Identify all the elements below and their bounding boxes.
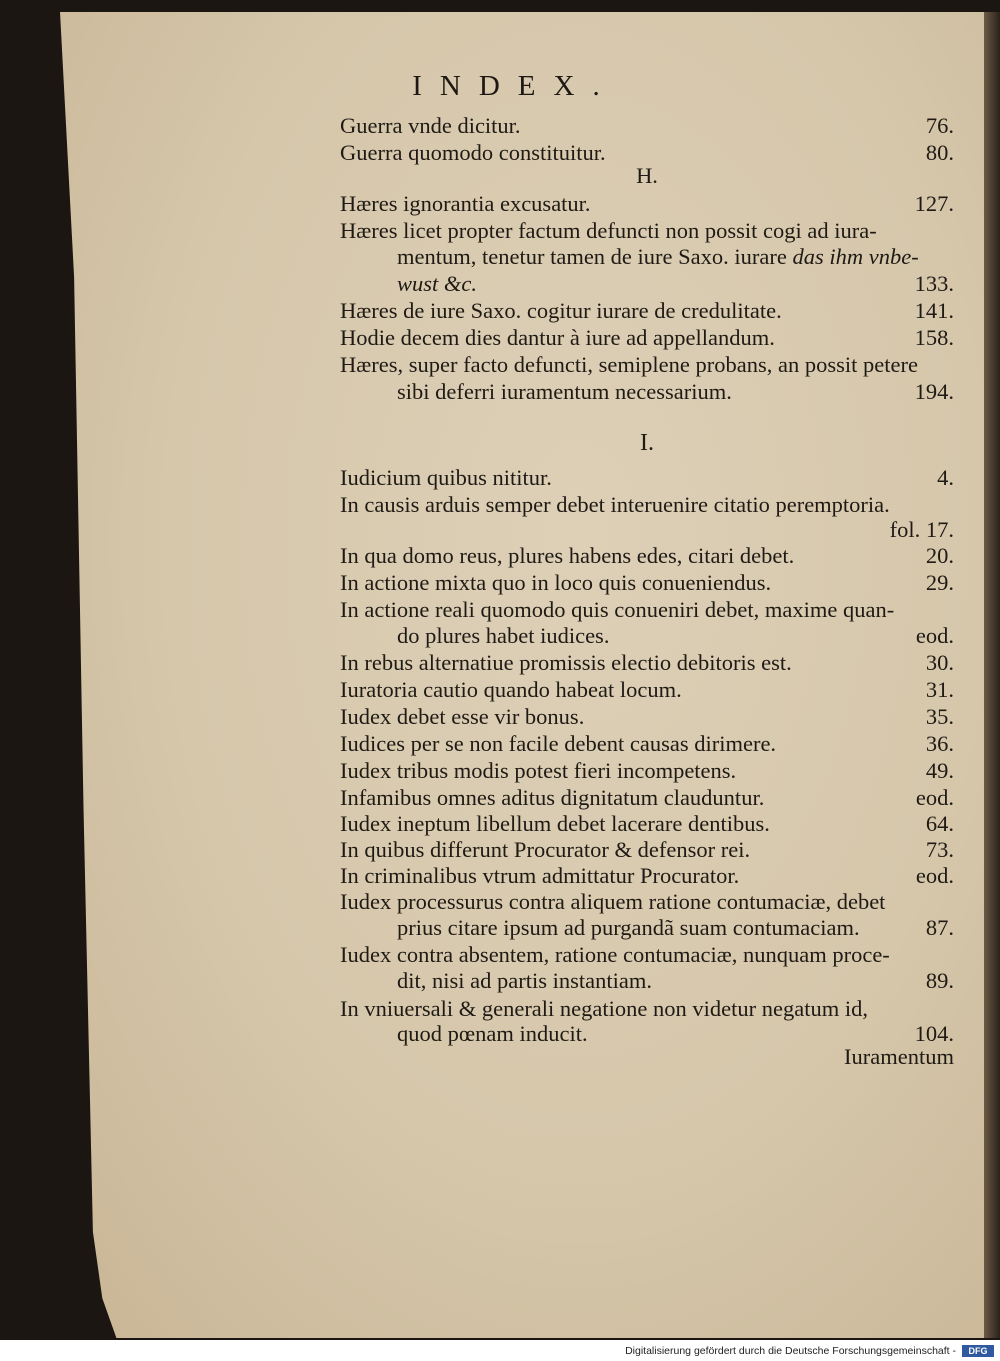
index-entry [340, 649, 954, 676]
index-entry [340, 676, 954, 703]
entry-text: In causis arduis semper debet interuenire citatio peremptoria. [340, 492, 890, 517]
index-entry [340, 297, 954, 324]
entry-text: prius citare ipsum ad purgandã suam contumaciam. [397, 915, 860, 940]
entry-text: Infamibus omnes aditus dignitatum clauduntur. [340, 785, 765, 810]
entry-page: 31. [925, 677, 954, 702]
index-entry [340, 836, 954, 863]
index-entry [340, 888, 954, 915]
index-entry [340, 862, 954, 889]
entry-page: 4. [937, 465, 954, 490]
entry-page: 194. [914, 379, 954, 404]
index-entry [340, 596, 954, 623]
index-entry [340, 995, 954, 1022]
index-entry [340, 784, 954, 811]
entry-text: Hæres ignorantia excusatur. [340, 191, 591, 216]
index-entry [340, 941, 954, 968]
section-letter: I. [640, 430, 654, 456]
entry-page: 141. [914, 298, 954, 323]
entry-text: In rebus alternatiue promissis electio debitoris est. [340, 650, 792, 675]
entry-page: 29. [925, 570, 954, 595]
entry-text: wust &c. [397, 271, 478, 296]
index-entry [340, 190, 954, 217]
entry-text: Iuratoria cautio quando habeat locum. [340, 677, 682, 702]
catchword: Iuramentum [844, 1044, 954, 1069]
entry-text: Hæres licet propter factum defuncti non possit cogi ad iura- [340, 218, 877, 243]
entry-text: In quibus differunt Procurator & defensor rei. [340, 837, 751, 862]
index-entry [340, 730, 954, 757]
entry-text: Hæres, super facto defuncti, semiplene probans, an possit petere [340, 352, 918, 377]
index-entry [340, 217, 954, 244]
entry-continuation [397, 622, 954, 649]
index-entry [340, 569, 954, 596]
entry-page: 76. [925, 113, 954, 138]
index-entry [340, 324, 954, 351]
entry-text: Iudex debet esse vir bonus. [340, 704, 585, 729]
entry-text: In actione reali quomodo quis conueniri debet, maxime quan- [340, 597, 895, 622]
entry-page: 20. [925, 543, 954, 568]
section-letter: H. [636, 163, 658, 188]
entry-continuation [397, 378, 954, 405]
entry-page: 64. [925, 811, 954, 836]
digitization-footer [0, 1341, 1000, 1361]
index-entry [340, 112, 954, 139]
entry-text: Hodie decem dies dantur à iure ad appellandum. [340, 325, 775, 350]
book-binding-edge [984, 12, 1000, 1338]
entry-continuation [397, 243, 954, 270]
entry-text: sibi deferri iuramentum necessarium. [397, 379, 732, 404]
entry-page: 87. [925, 915, 954, 940]
entry-page: 127. [914, 191, 954, 216]
entry-text: Iudicium quibus nititur. [340, 465, 552, 490]
entry-text: dit, nisi ad partis instantiam. [397, 968, 652, 993]
entry-continuation [397, 270, 954, 297]
entry-page: 49. [925, 758, 954, 783]
entry-text: do plures habet iudices. [397, 623, 610, 648]
entry-page: 89. [925, 968, 954, 993]
entry-text: In qua domo reus, plures habens edes, citari debet. [340, 543, 795, 568]
index-entry [340, 703, 954, 730]
index-entry [340, 542, 954, 569]
index-entry [340, 351, 954, 378]
entry-continuation [397, 914, 954, 941]
entry-text: quod pœnam inducit. [397, 1021, 588, 1046]
entry-page: eod. [915, 623, 954, 648]
entry-text: In criminalibus vtrum admittatur Procurator. [340, 863, 740, 888]
entry-page: eod. [915, 863, 954, 888]
entry-text: Iudex processurus contra aliquem ratione contumaciæ, debet [340, 889, 886, 914]
index-entry [340, 757, 954, 784]
german-phrase: das ihm vnbe- [792, 244, 919, 269]
entry-text: Hæres de iure Saxo. cogitur iurare de credulitate. [340, 298, 782, 323]
entry-text: mentum, tenetur tamen de iure Saxo. iurare [397, 244, 787, 269]
index-entry [340, 491, 954, 518]
entry-text: Guerra quomodo constituitur. [340, 140, 606, 165]
entry-text: Iudex tribus modis potest fieri incompetens. [340, 758, 737, 783]
entry-text: Iudex ineptum libellum debet lacerare dentibus. [340, 811, 770, 836]
entry-page: 133. [914, 271, 954, 296]
page-header: INDEX. [412, 70, 618, 102]
entry-text: In vniuersali & generali negatione non videtur negatum id, [340, 996, 868, 1021]
entry-page: 158. [914, 325, 954, 350]
entry-page: 80. [925, 140, 954, 165]
entry-page: fol. 17. [889, 517, 954, 542]
index-entry [340, 810, 954, 837]
entry-text: Iudices per se non facile debent causas dirimere. [340, 731, 777, 756]
entry-continuation [397, 967, 954, 994]
index-entry [340, 464, 954, 491]
entry-page: 30. [925, 650, 954, 675]
entry-text: Iudex contra absentem, ratione contumaciæ, nunquam proce- [340, 942, 890, 967]
entry-text: In actione mixta quo in loco quis conueniendus. [340, 570, 772, 595]
entry-text: Guerra vnde dicitur. [340, 113, 521, 138]
entry-page: 104. [914, 1021, 954, 1046]
footer-text: Digitalisierung gefördert durch die Deutsche Forschungsgemeinschaft - [625, 1345, 956, 1357]
entry-page: 73. [925, 837, 954, 862]
entry-page: 36. [925, 731, 954, 756]
dfg-logo: DFG [962, 1345, 994, 1357]
entry-page: eod. [915, 785, 954, 810]
entry-page: 35. [925, 704, 954, 729]
